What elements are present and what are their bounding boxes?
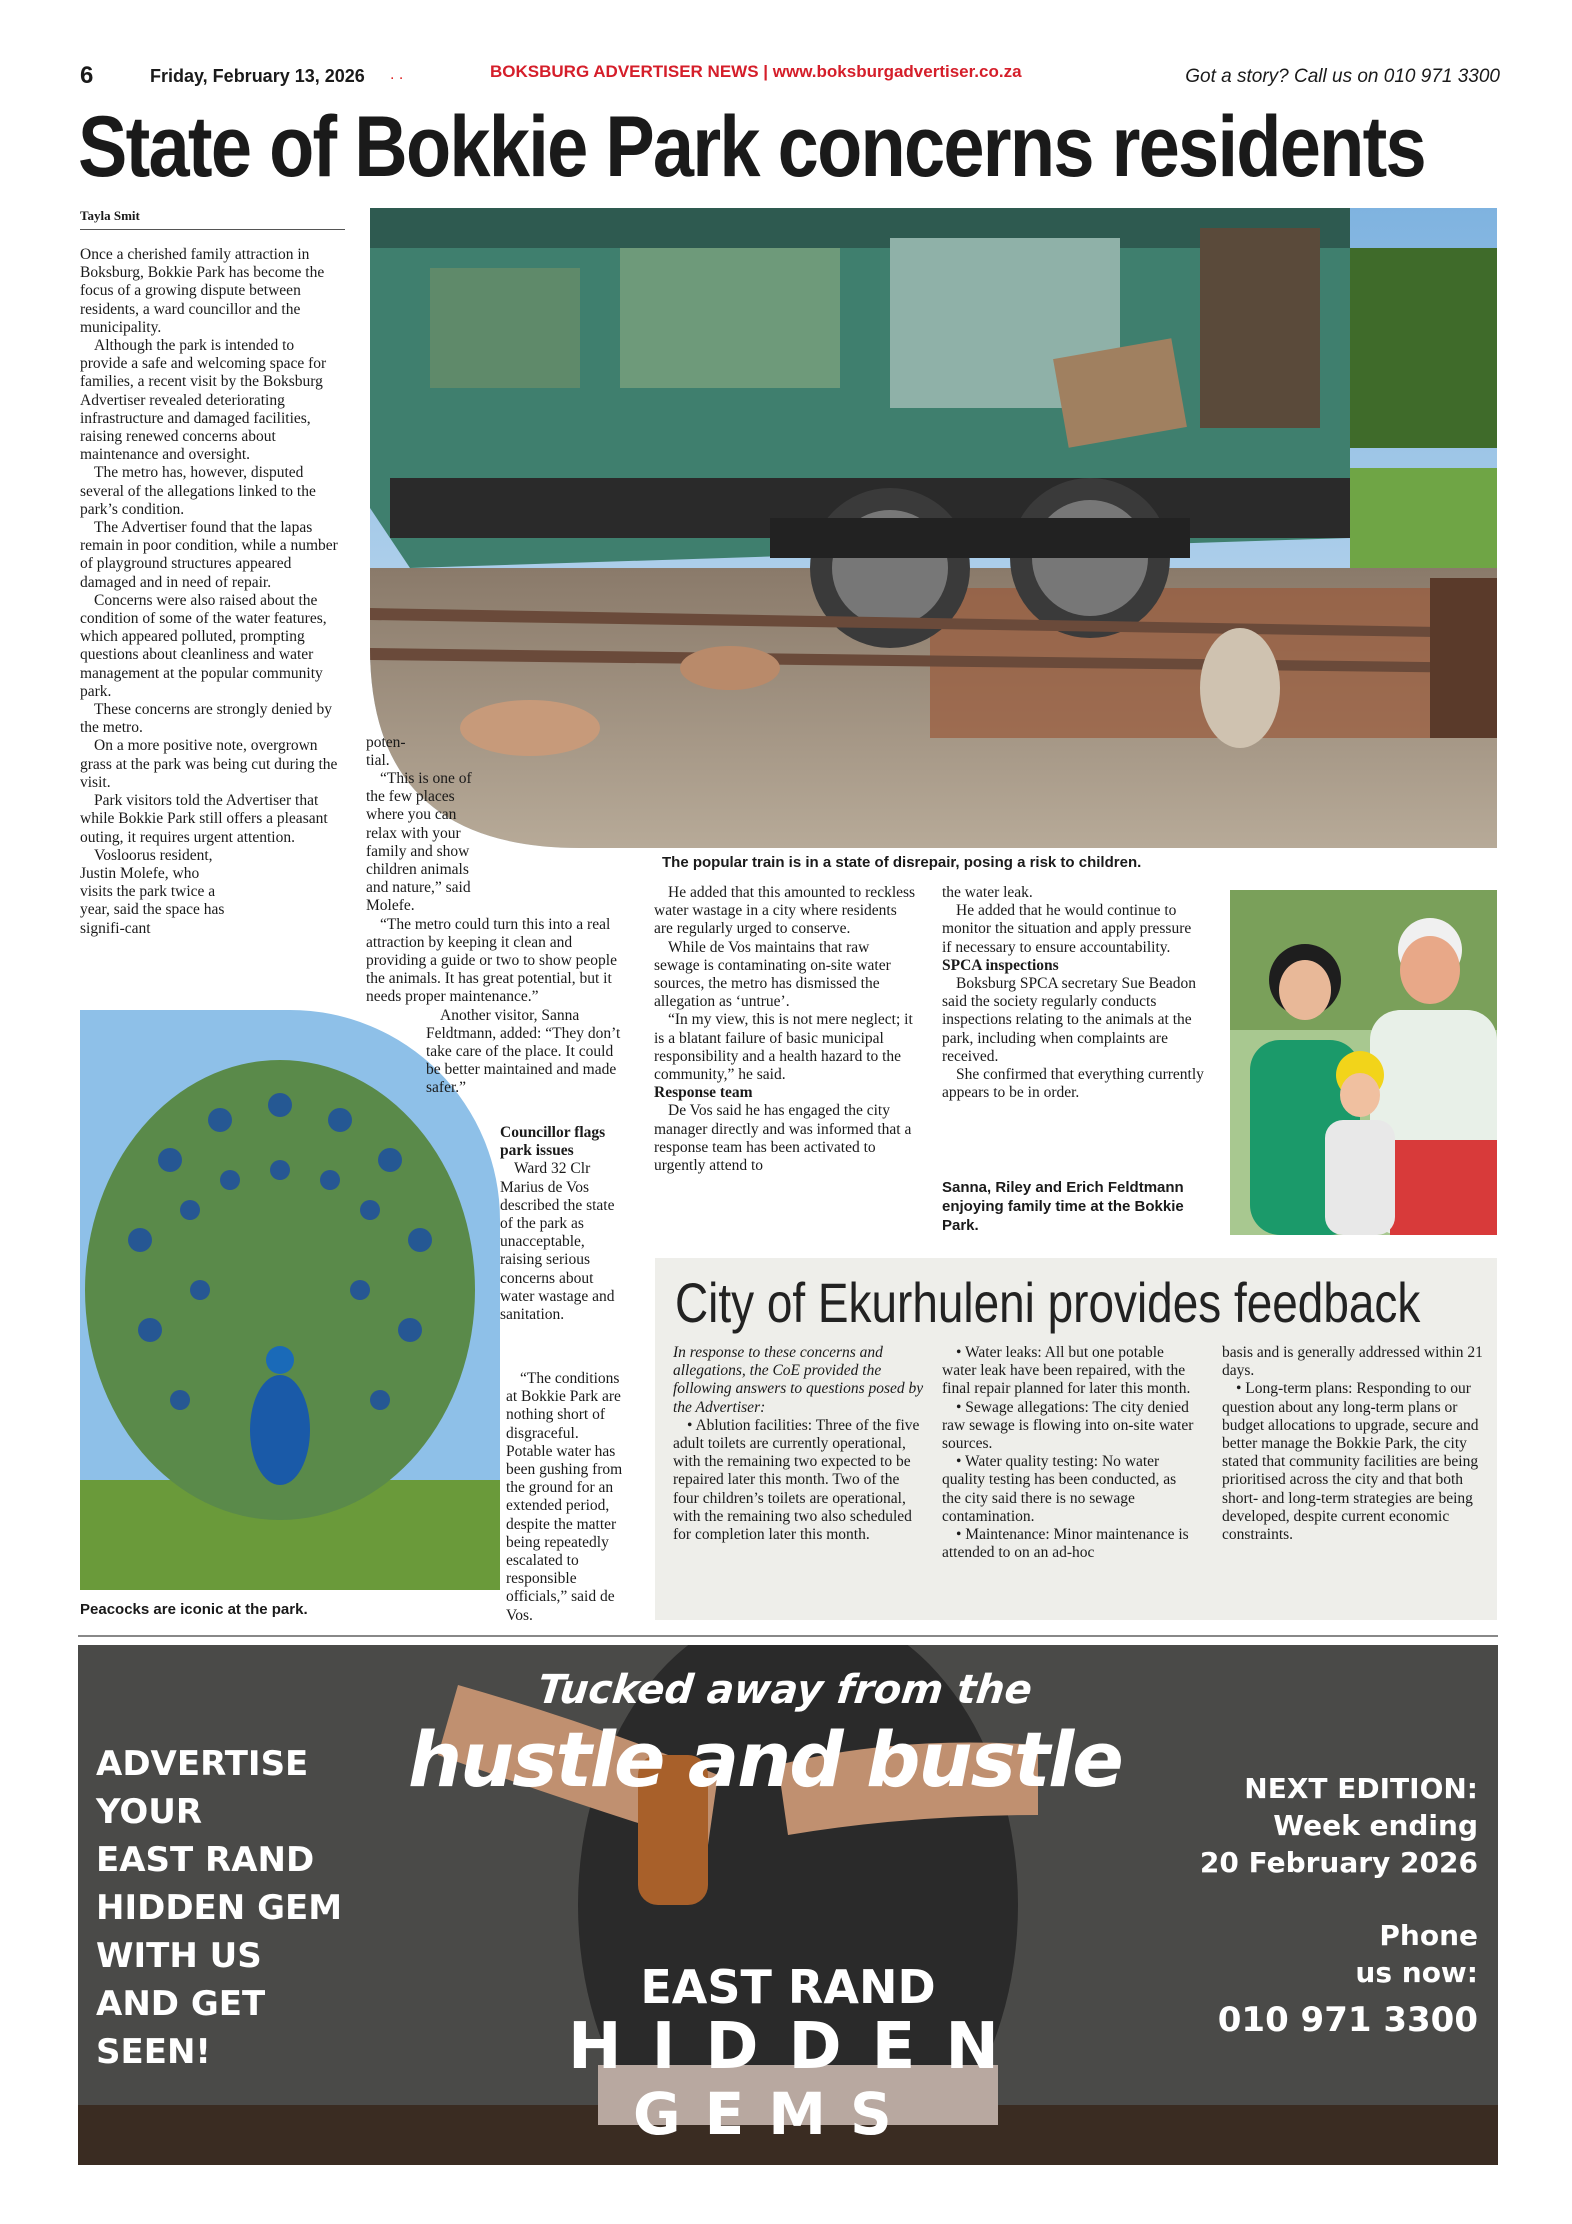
column-2-top <box>366 734 426 770</box>
article-column-4 <box>942 884 1204 1102</box>
page-number: 6 <box>80 62 94 89</box>
feedback-intro: In response to these concerns and allegations, the CoE provided the following answers to questions posed by the Advertiser: <box>673 1344 924 1416</box>
family-photo <box>1230 890 1497 1235</box>
ad-line: EAST RAND <box>96 1840 315 1880</box>
paragraph: On a more positive note, overgrown grass at the park was being cut during the visit. <box>80 737 338 791</box>
ad-tagline-top: Tucked away from the <box>535 1667 1035 1713</box>
paragraph: Vosloorus resident, Justin Molefe, who visits the park twice a year, said the space has signifi-cant <box>80 846 225 937</box>
phone-label: Phone <box>1379 1919 1478 1952</box>
paragraph: Once a cherished family attraction in Boksburg, Bokkie Park has become the focus of a growing dispute between residents, a ward councillor and the municipality. <box>80 246 325 336</box>
ad-line: SEEN! <box>96 2032 211 2072</box>
paragraph: He added that he would continue to monitor the situation and apply pressure if necessary to ensure accountability. <box>942 902 1192 956</box>
paragraph: De Vos said he has engaged the city manager directly and was informed that a response team has been activated to urgently attend to <box>654 1102 912 1175</box>
story-tip: Got a story? Call us on 010 971 3300 <box>1185 66 1500 87</box>
paragraph: • Maintenance: Minor maintenance is attended to on an ad-hoc <box>942 1526 1189 1562</box>
article-column-1 <box>80 246 342 938</box>
article-column-2c <box>366 1370 628 1625</box>
section-divider <box>78 1635 1498 1637</box>
ad-tagline-main: hustle and bustle <box>408 1715 1122 1804</box>
paragraph: The metro has, however, disputed several of the allegations linked to the park’s condition. <box>80 464 316 518</box>
subheading-councillor: Councillor flags park issues <box>500 1124 606 1160</box>
paragraph: • Water leaks: All but one potable water leak have been repaired, with the final repair planned for later this month. <box>942 1344 1191 1398</box>
paragraph: He added that this amounted to reckless water wastage in a city where residents are regularly urged to conserve. <box>654 884 916 938</box>
ad-line: YOUR <box>96 1792 203 1832</box>
paragraph: • Ablution facilities: Three of the five adult toilets are currently operational, with the remaining two expected to be repaired later this month. Two of the four children’s toilets are operational, with the remaining two also scheduled for completion later this month. <box>673 1416 920 1544</box>
paragraph: She confirmed that everything currently appears to be in order. <box>942 1066 1204 1102</box>
paragraph: Another visitor, Sanna Feldtmann, added: “They don’t take care of the place. It could be better maintained and made safer.” <box>426 1006 621 1097</box>
paragraph: Park visitors told the Advertiser that while Bokkie Park still offers a pleasant outing, it requires urgent attention. <box>80 792 328 846</box>
paragraph: “The conditions at Bokkie Park are nothing short of disgraceful. Potable water has been gushing from the ground for an extended period, despite the matter being repeatedly escalated to responsible officials,” said de Vos. <box>506 1370 623 1624</box>
feedback-column-3 <box>1222 1344 1484 1544</box>
paragraph: the water leak. <box>942 884 1033 901</box>
paragraph: Boksburg SPCA secretary Sue Beadon said the society regularly conducts inspections relating to the animals at the park, including when complaints are received. <box>942 975 1196 1065</box>
ad-line: WITH US <box>96 1936 262 1976</box>
advertisement[interactable] <box>78 1645 1498 2165</box>
paragraph: These concerns are strongly denied by the metro. <box>80 701 333 737</box>
paragraph: “The metro could turn this into a real attraction by keeping it clean and providing a guide or two to show people the animals. It has great potential, but it needs proper maintenance.” <box>366 915 617 1006</box>
edition-date: 20 February 2026 <box>1199 1846 1478 1879</box>
byline: Tayla Smit <box>80 208 345 230</box>
decorative-dots: . . <box>390 66 404 83</box>
article-column-3 <box>654 884 916 1175</box>
paragraph: “This is one of the few places where you can relax with your family and show children animals and nature,” said Molefe. <box>366 770 472 915</box>
logo-east-rand: EAST RAND <box>640 1960 936 2014</box>
paragraph: • Long-term plans: Responding to our question about any long-term plans or budget allocations to upgrade, secure and better manage the Bokkie Park, the city stated that community facilities are being prioritised across the city and that both short- and long-term strategies are being developed, despite current economic constraints. <box>1222 1380 1479 1544</box>
ad-line: HIDDEN GEM <box>96 1888 343 1928</box>
caption-train: The popular train is in a state of disrepair, posing a risk to children. <box>662 854 1142 871</box>
masthead[interactable]: BOKSBURG ADVERTISER NEWS | www.boksburgadvertiser.co.za <box>490 62 1022 81</box>
caption-family: Sanna, Riley and Erich Feldtmann enjoying family time at the Bokkie Park. <box>942 1179 1184 1234</box>
caption-peacock: Peacocks are iconic at the park. <box>80 1601 308 1618</box>
paragraph: “In my view, this is not mere neglect; it is a blatant failure of basic municipal responsibility and a health hazard to the community,” he said. <box>654 1011 913 1084</box>
article-column-2 <box>366 770 628 1098</box>
paragraph: Ward 32 Clr Marius de Vos described the state of the park as unacceptable, raising serious concerns about water wastage and sanitation. <box>500 1160 615 1324</box>
article-column-2b <box>500 1124 630 1324</box>
subheading-response: Response team <box>654 1084 753 1102</box>
ad-phone-block <box>1355 1917 1478 1991</box>
next-edition-label: NEXT EDITION: <box>1244 1772 1478 1805</box>
article-headline: State of Bokkie Park concerns residents <box>78 99 1425 195</box>
feedback-title: City of Ekurhuleni provides feedback <box>675 1271 1421 1334</box>
ad-line: AND GET <box>96 1984 266 2024</box>
paragraph: The Advertiser found that the lapas remain in poor condition, while a number of playground structures appeared damaged and in need of repair. <box>80 519 338 591</box>
paragraph: • Water quality testing: No water quality testing has been conducted, as the city said there is no sewage contamination. <box>942 1453 1177 1525</box>
logo-gems: GEMS <box>633 2080 916 2148</box>
paragraph: • Sewage allegations: The city denied raw sewage is flowing into on-site water sources. <box>942 1398 1194 1453</box>
issue-date: Friday, February 13, 2026 <box>150 66 365 86</box>
subheading-spca: SPCA inspections <box>942 956 1059 974</box>
ad-next-edition <box>1200 1770 1478 1881</box>
logo-hidden: HIDDEN <box>568 2010 1029 2084</box>
ad-left-text <box>96 1740 342 2076</box>
paragraph: basis and is generally addressed within 21 days. <box>1222 1344 1483 1380</box>
train-photo <box>370 208 1497 848</box>
paragraph: Concerns were also raised about the condition of some of the water features, which appeared polluted, prompting questions about cleanliness and water management at the popular community park. <box>80 591 327 700</box>
phone-label: us now: <box>1355 1956 1478 1989</box>
paragraph: Although the park is intended to provide a safe and welcoming space for families, a recent visit by the Boksburg Advertiser revealed deteriorating infrastructure and damaged facilities, raising renewed concerns about maintenance and oversight. <box>80 337 327 464</box>
paragraph: poten-tial. <box>366 734 406 770</box>
ad-line: ADVERTISE <box>96 1744 309 1784</box>
feedback-column-1 <box>673 1344 928 1544</box>
feedback-column-2 <box>942 1344 1197 1562</box>
week-ending: Week ending <box>1273 1809 1478 1842</box>
paragraph: While de Vos maintains that raw sewage is contaminating on-site water sources, the metro has dismissed the allegation as ‘untrue’. <box>654 938 891 1011</box>
ad-phone-number[interactable]: 010 971 3300 <box>1217 2000 1478 2040</box>
